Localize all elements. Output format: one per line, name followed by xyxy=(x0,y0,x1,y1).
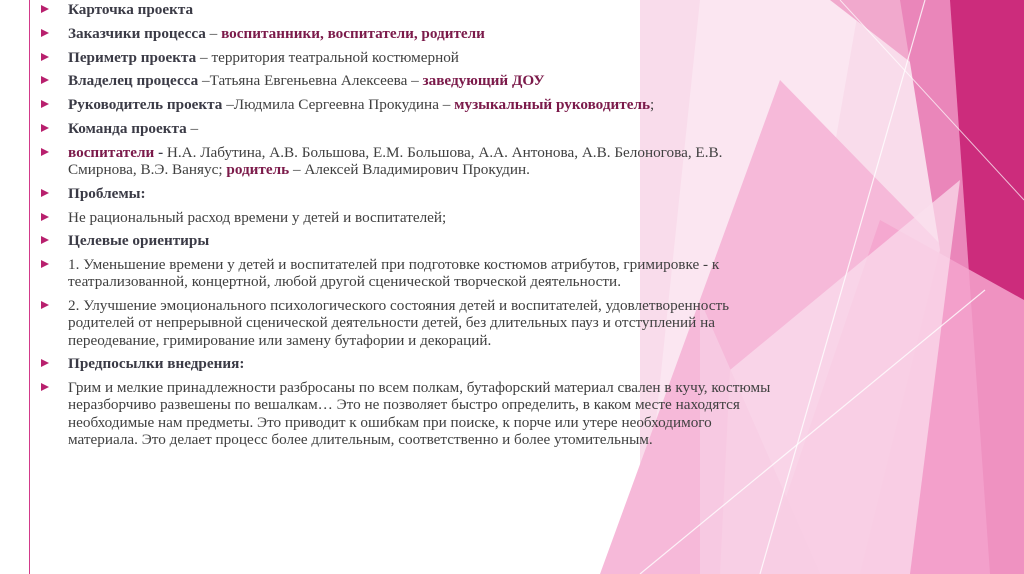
bullet-item xyxy=(38,96,778,113)
bullet-item xyxy=(38,72,778,89)
bullet-item xyxy=(38,120,778,137)
bullet-item xyxy=(38,379,778,448)
bullet-text-segment: - xyxy=(154,143,167,161)
bullet-text-segment: Руководитель проекта xyxy=(68,96,223,114)
slide-content xyxy=(38,0,778,574)
bullet-text-segment: – xyxy=(186,119,199,137)
triangle-arrow-icon xyxy=(41,301,49,309)
bullet-text-segment: Не рациональный расход времени у детей и воспитателей; xyxy=(68,208,447,226)
triangle-arrow-icon xyxy=(41,189,49,197)
triangle-arrow-icon xyxy=(41,29,49,37)
bullet-item xyxy=(38,144,778,178)
bullet-text-segment: Предпосылки внедрения: xyxy=(68,355,245,373)
bullet-text-segment: Владелец процесса xyxy=(68,72,199,90)
bullet-item xyxy=(38,297,778,349)
bullet-text-segment: Команда проекта xyxy=(68,119,187,137)
bullet-text-segment: Заказчики процесса xyxy=(68,24,206,42)
triangle-arrow-icon xyxy=(41,76,49,84)
triangle-arrow-icon xyxy=(41,359,49,367)
left-accent-line xyxy=(29,0,30,574)
bullet-item xyxy=(38,256,778,290)
triangle-arrow-icon xyxy=(41,213,49,221)
triangle-arrow-icon xyxy=(41,383,49,391)
triangle-arrow-icon xyxy=(41,124,49,132)
bullet-text-segment: Проблемы: xyxy=(68,184,146,202)
bullet-text-segment: – xyxy=(205,24,222,42)
bullet-text-segment: Целевые ориентиры xyxy=(68,232,210,250)
bullet-item xyxy=(38,355,778,372)
bullet-text-segment: ; xyxy=(650,96,655,114)
triangle-arrow-icon xyxy=(41,5,49,13)
bullet-text-segment: заведующий ДОУ xyxy=(422,72,545,90)
bullet-text-segment: музыкальный руководитель xyxy=(454,96,651,114)
bullet-list xyxy=(38,1,778,448)
bullet-text-segment: – территория театральной костюмерной xyxy=(196,48,459,66)
bullet-text-segment: – Алексей Владимирович Прокудин. xyxy=(289,160,530,178)
bullet-text-segment: воспитатели xyxy=(68,143,155,161)
bullet-text-segment: Грим и мелкие принадлежности разбросаны по всем полкам, бутафорский материал свален в кучу, костюмы неразборчиво развешены по вешалкам… Это не позволяет быстро определить, в каком месте находятся необходимые нам предметы. Это приводит к ошибкам при поиске, к порче или утере необходимого материала. Это делает процесс более длительным, соответственно и более утомительным. xyxy=(68,379,771,448)
bullet-text-segment: Н.А. Лабутина, А.В. Большова, Е.М. Большова, А.А. Антонова, А.В. Белоногова, Е.В. Смирнова, В.Э. Ваняус; xyxy=(68,143,723,178)
bullet-text-segment: Карточка проекта xyxy=(68,1,194,18)
bullet-item xyxy=(38,25,778,42)
bullet-item xyxy=(38,49,778,66)
bullet-text-segment: Периметр проекта xyxy=(68,48,197,66)
triangle-arrow-icon xyxy=(41,148,49,156)
triangle-arrow-icon xyxy=(41,100,49,108)
triangle-arrow-icon xyxy=(41,53,49,61)
bullet-text-segment: 2. Улучшение эмоционального психологического состояния детей и воспитателей, удовлетворенность родителей от непрерывной сценической деятельности детей, без длительных пауз и отступлений на переодевание, гримирование или замену бутафории и декораций. xyxy=(68,297,730,349)
bullet-item xyxy=(38,185,778,202)
bullet-text-segment: –Людмила Сергеевна Прокудина – xyxy=(222,96,455,114)
bullet-text-segment: 1. Уменьшение времени у детей и воспитателей при подготовке костюмов атрибутов, гримировке - к театрализованной, концертной, любой другой сценической творческой деятельности. xyxy=(68,256,720,291)
triangle-arrow-icon xyxy=(41,236,49,244)
bullet-item xyxy=(38,209,778,226)
bullet-text-segment: воспитанники, воспитатели, родители xyxy=(221,24,485,42)
bullet-item xyxy=(38,1,778,18)
bullet-item xyxy=(38,232,778,249)
triangle-arrow-icon xyxy=(41,260,49,268)
bullet-text-segment: –Татьяна Евгеньевна Алексеева – xyxy=(198,72,423,90)
bullet-text-segment: родитель xyxy=(226,160,290,178)
